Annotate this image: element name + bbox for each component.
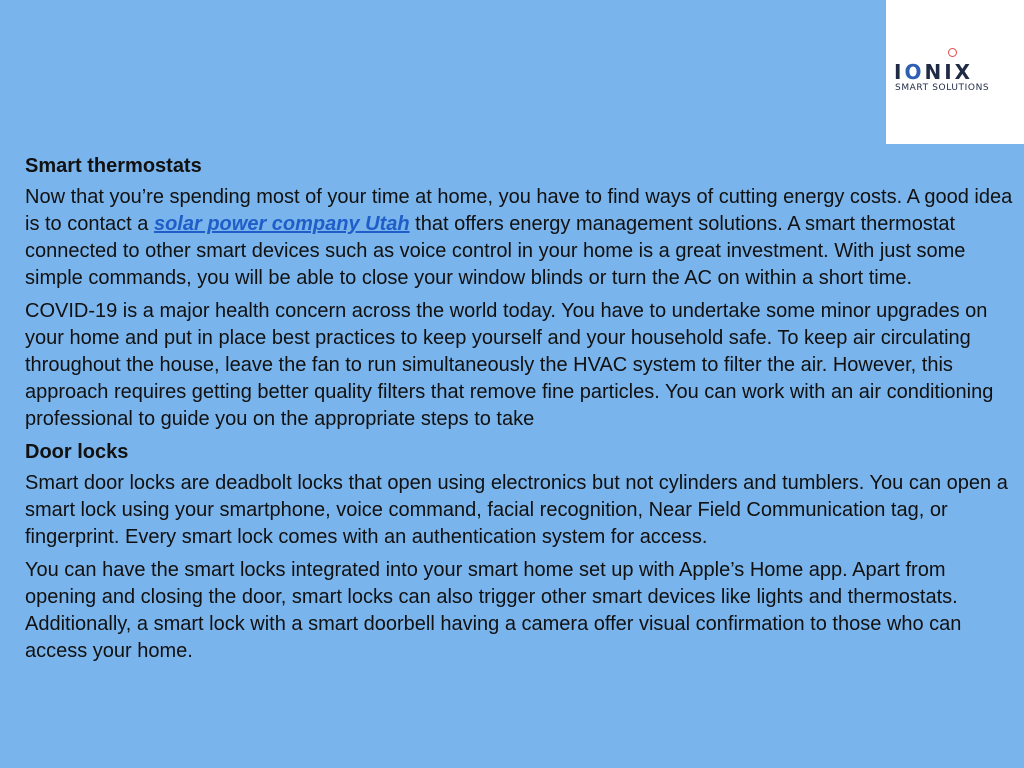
logo-tagline: SMART SOLUTIONS — [895, 83, 990, 93]
heading-smart-thermostats: Smart thermostats — [25, 155, 202, 177]
logo-name-start: I — [894, 60, 905, 84]
logo-mark-icon — [948, 48, 957, 57]
article-body — [25, 153, 1017, 671]
thermostats-p1-text-before: Now that you’re spending most of your time at home, you have to find ways of cutting energy costs. A good idea is to contact a — [25, 186, 1013, 235]
logo-name-o: O — [904, 60, 925, 84]
company-logo — [886, 0, 1024, 144]
locks-paragraph-1: Smart door locks are deadbolt locks that open using electronics but not cylinders and tumblers. You can open a smart lock using your smartphone, voice command, facial recognition, Near Field Communication tag, or fingerprint. Every smart lock comes with an authentication system for access. — [25, 472, 1008, 548]
logo-name — [894, 60, 973, 84]
logo-name-end: NIX — [924, 60, 974, 84]
thermostats-p1-text-after: that offers energy management solutions. A smart thermostat connected to other smart devices such as voice control in your home is a great investment. With just some simple commands, you will be able to close your window blinds or turn the AC on within a short time. — [25, 213, 966, 289]
thermostats-paragraph-1 — [25, 184, 1017, 292]
thermostats-paragraph-2: COVID-19 is a major health concern across the world today. You have to undertake some minor upgrades on your home and put in place best practices to keep yourself and your household safe. To keep air circulating throughout the house, leave the fan to run simultaneously the HVAC system to filter the air. However, this approach requires getting better quality filters that remove fine particles. You can work with an air conditioning professional to guide you on the appropriate steps to take — [25, 300, 994, 430]
locks-paragraph-2: You can have the smart locks integrated into your smart home set up with Apple’s Home app. Apart from opening and closing the door, smart locks can also trigger other smart devices like lights and thermostats. Additionally, a smart lock with a smart doorbell having a camera offer visual confirmation to those who can access your home. — [25, 559, 962, 662]
heading-door-locks: Door locks — [25, 441, 129, 463]
solar-power-company-link[interactable]: solar power company Utah — [153, 213, 410, 235]
